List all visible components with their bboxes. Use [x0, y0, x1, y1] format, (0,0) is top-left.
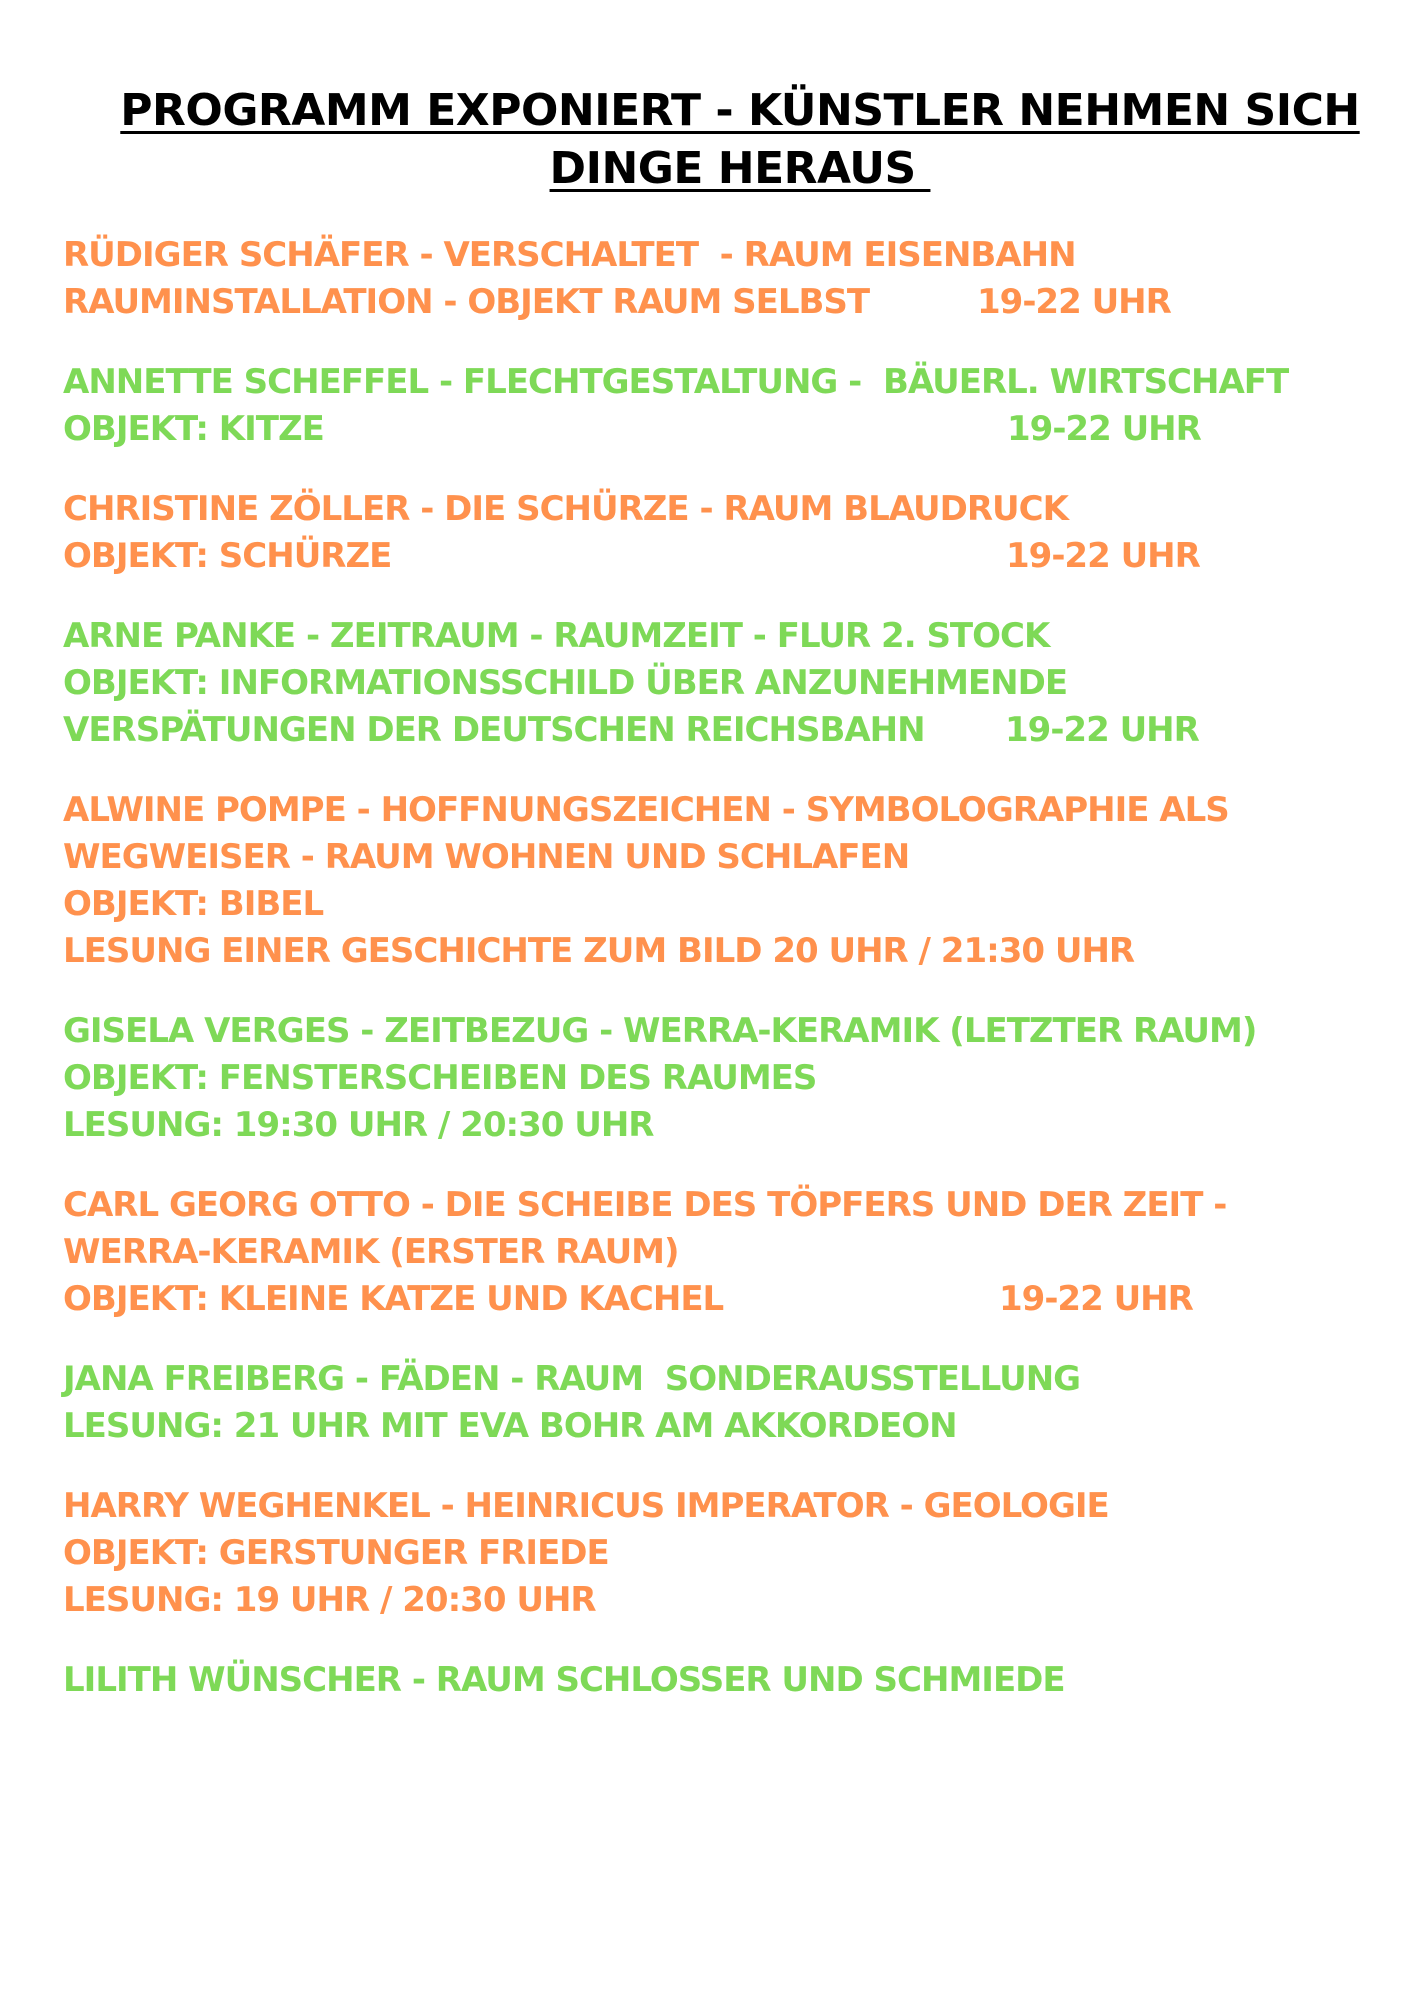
entry-line — [63, 1055, 1393, 1102]
program-entry — [63, 1657, 1393, 1704]
program-entry — [63, 486, 1393, 580]
entry-text: OBJEKT: GERSTUNGER FRIEDE — [63, 1533, 609, 1573]
entry-time: 19-22 UHR — [1005, 710, 1199, 750]
program-entry — [63, 359, 1393, 453]
entry-line — [63, 660, 1393, 707]
entry-text: LESUNG EINER GESCHICHTE ZUM BILD 20 UHR / 21:30 UHR — [63, 931, 1135, 971]
entry-text: LESUNG: 19 UHR / 20:30 UHR — [63, 1580, 596, 1620]
entry-line — [63, 1276, 1393, 1323]
entry-text: ALWINE POMPE - HOFFNUNGSZEICHEN - SYMBOLOGRAPHIE ALS — [63, 790, 1229, 830]
entry-line — [63, 406, 1393, 453]
entry-time: 19-22 UHR — [977, 282, 1171, 322]
program-entry — [63, 232, 1393, 326]
entry-text: GISELA VERGES - ZEITBEZUG - WERRA-KERAMIK (LETZTER RAUM) — [63, 1011, 1257, 1051]
entry-text: OBJEKT: INFORMATIONSSCHILD ÜBER ANZUNEHMENDE — [63, 663, 1068, 703]
entry-text: OBJEKT: SCHÜRZE — [63, 536, 392, 576]
entry-text: OBJEKT: KLEINE KATZE UND KACHEL — [63, 1279, 724, 1319]
entry-text: LESUNG: 21 UHR MIT EVA BOHR AM AKKORDEON — [63, 1406, 957, 1446]
entry-text: HARRY WEGHENKEL - HEINRICUS IMPERATOR - GEOLOGIE — [63, 1486, 1109, 1526]
program-entry — [63, 1182, 1393, 1323]
entry-line — [63, 787, 1393, 834]
title-line-2: DINGE HERAUS — [549, 143, 931, 194]
program-entry — [63, 1008, 1393, 1149]
entry-line — [63, 1008, 1393, 1055]
entry-line — [63, 359, 1393, 406]
entry-line — [63, 928, 1393, 975]
program-entry — [63, 787, 1393, 975]
entry-line — [63, 834, 1393, 881]
entry-line — [63, 1577, 1393, 1624]
entry-time: 19-22 UHR — [1007, 409, 1201, 449]
entry-line — [63, 707, 1393, 754]
entry-line — [63, 1483, 1393, 1530]
entry-time: 19-22 UHR — [1006, 536, 1200, 576]
program-entry — [63, 1483, 1393, 1624]
program-entry — [63, 613, 1393, 754]
entry-text: CARL GEORG OTTO - DIE SCHEIBE DES TÖPFERS UND DER ZEIT - — [63, 1185, 1227, 1225]
entry-text: LILITH WÜNSCHER - RAUM SCHLOSSER UND SCHMIEDE — [63, 1660, 1065, 1700]
entry-time: 19-22 UHR — [999, 1279, 1193, 1319]
entry-text: VERSPÄTUNGEN DER DEUTSCHEN REICHSBAHN — [63, 710, 925, 750]
title-line-1: PROGRAMM EXPONIERT - KÜNSTLER NEHMEN SICH — [120, 85, 1360, 136]
entry-text: ARNE PANKE - ZEITRAUM - RAUMZEIT - FLUR 2. STOCK — [63, 616, 1050, 656]
entry-text: OBJEKT: KITZE — [63, 409, 324, 449]
page-title — [100, 82, 1380, 198]
entry-text: CHRISTINE ZÖLLER - DIE SCHÜRZE - RAUM BLAUDRUCK — [63, 489, 1068, 529]
entry-line — [63, 613, 1393, 660]
entry-text: LESUNG: 19:30 UHR / 20:30 UHR — [63, 1105, 654, 1145]
entry-text: OBJEKT: BIBEL — [63, 884, 324, 924]
entry-text: ANNETTE SCHEFFEL - FLECHTGESTALTUNG - BÄUERL. WIRTSCHAFT — [63, 362, 1289, 402]
entry-text: WERRA-KERAMIK (ERSTER RAUM) — [63, 1232, 679, 1272]
entry-line — [63, 1229, 1393, 1276]
entry-line — [63, 1657, 1393, 1704]
entry-text: RÜDIGER SCHÄFER - VERSCHALTET - RAUM EISENBAHN — [63, 235, 1076, 275]
entry-text: JANA FREIBERG - FÄDEN - RAUM SONDERAUSSTELLUNG — [63, 1359, 1081, 1399]
entry-line — [63, 1356, 1393, 1403]
entry-line — [63, 1530, 1393, 1577]
entry-line — [63, 279, 1393, 326]
entry-line — [63, 1102, 1393, 1149]
entry-line — [63, 486, 1393, 533]
entry-text: RAUMINSTALLATION - OBJEKT RAUM SELBST — [63, 282, 870, 322]
entry-line — [63, 1182, 1393, 1229]
entry-line — [63, 232, 1393, 279]
program-list — [63, 232, 1393, 1737]
entry-line — [63, 881, 1393, 928]
entry-line — [63, 533, 1393, 580]
entry-line — [63, 1403, 1393, 1450]
program-entry — [63, 1356, 1393, 1450]
entry-text: WEGWEISER - RAUM WOHNEN UND SCHLAFEN — [63, 837, 910, 877]
entry-text: OBJEKT: FENSTERSCHEIBEN DES RAUMES — [63, 1058, 817, 1098]
